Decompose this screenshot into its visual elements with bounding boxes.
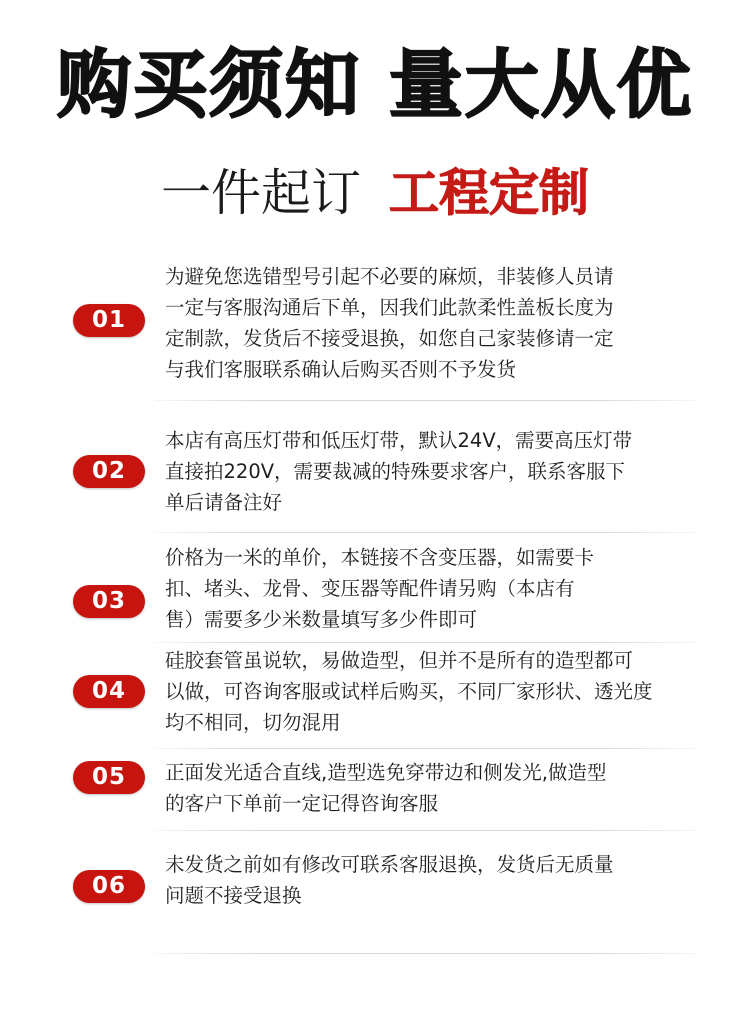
divider — [155, 400, 695, 401]
item-text: 未发货之前如有修改可联系客服退换，发货后无质量 问题不接受退换 — [165, 853, 614, 907]
subtitle-accent: 工程定制 — [389, 164, 589, 222]
divider — [155, 953, 695, 954]
item-text: 硅胶套管虽说软，易做造型，但并不是所有的造型都可 以做，可咨询客服或试样后购买，不同厂家形状、透光度 均不相同，切勿混用 — [165, 649, 653, 734]
page-title: 购买须知 量大从优 — [57, 42, 693, 128]
item-number-badge: 01 — [73, 304, 145, 337]
item-number-badge: 04 — [73, 675, 145, 708]
item-text: 价格为一米的单价，本链接不含变压器，如需要卡 扣、堵头、龙骨、变压器等配件请另购（本店有 售）需要多少米数量填写多少件即可 — [165, 546, 595, 631]
subtitle-plain: 一件起订 — [161, 164, 361, 222]
item-number-badge: 03 — [73, 585, 145, 618]
item-number-badge: 05 — [73, 761, 145, 794]
item-number-badge: 02 — [73, 455, 145, 488]
item-text: 正面发光适合直线,造型选免穿带边和侧发光,做造型 的客户下单前一定记得咨询客服 — [165, 761, 607, 815]
item-number-badge: 06 — [73, 870, 145, 903]
divider — [155, 830, 695, 831]
divider — [155, 642, 695, 643]
page-subtitle — [0, 164, 750, 222]
divider — [155, 748, 695, 749]
item-text: 本店有高压灯带和低压灯带，默认24V，需要高压灯带 直接拍220V，需要裁减的特殊要求客户，联系客服下 单后请备注好 — [165, 429, 633, 514]
divider — [155, 532, 695, 533]
item-text: 为避免您选错型号引起不必要的麻烦，非装修人员请 一定与客服沟通后下单，因我们此款柔性盖板长度为 定制款，发货后不接受退换，如您自己家装修请一定 与我们客服联系确认后购买否则不予发货 — [165, 265, 614, 381]
